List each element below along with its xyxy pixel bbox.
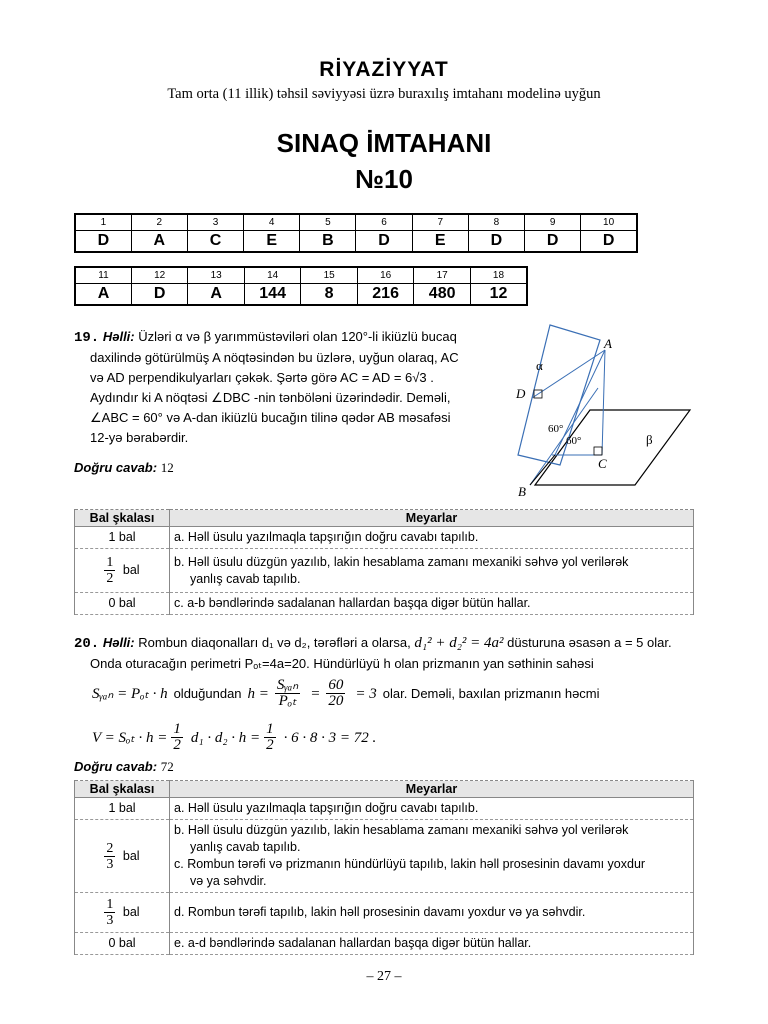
meyar-cell: a. Həll üsulu yazılmaqla tapşırığın doğru cavabı tapılıb. (170, 527, 694, 549)
subtitle: Tam orta (11 illik) təhsil səviyyəsi üzrə buraxılış imtahanı modelinə uyğun (167, 86, 601, 102)
label-angle1: 60° (548, 423, 564, 435)
frac-num: 2 (106, 840, 114, 856)
p20-text: Rombun diaqonalları d₁ və d₂, tərəfləri a olarsa, (138, 635, 411, 650)
answer-num: 2 (131, 214, 187, 230)
meyar-line: c. Rombun tərəfi və prizmanın hündürlüyü tapılıb, lakin həll prosesinin davamı yoxdur (174, 857, 646, 871)
exam-title: SINAQ İMTAHANI (276, 128, 492, 158)
frac-num: Sᵧₐₙ (276, 677, 299, 693)
formula-text: olar. Deməli, baxılan prizmanın həcmi (382, 685, 600, 701)
answer-num: 11 (75, 267, 131, 283)
answer-value: D (356, 230, 412, 252)
meyar-cell: e. a-d bəndlərində sadalanan hallardan başqa digər bütün hallar. (170, 933, 694, 955)
header-meyar: Meyarlar (170, 781, 694, 798)
bal-unit: bal (122, 848, 140, 863)
answer-table-2 (74, 266, 528, 306)
problem-number: 20. (74, 636, 100, 652)
label-A: A (604, 336, 612, 351)
solution-label: Həlli: (102, 329, 135, 344)
answer-num: 12 (131, 267, 187, 283)
answer-value: D (581, 230, 637, 252)
answer-value: 144 (244, 283, 301, 305)
p20-formula-1 (92, 678, 600, 709)
p20-formula: d₁² + d₂² = 4a² (414, 635, 504, 651)
label-angle2: 60° (566, 435, 582, 447)
p19-line6: 12-yə bərabərdir. (90, 430, 189, 445)
formula-part: · 6 · 8 · 3 = 72 . (283, 729, 377, 746)
p20-line2: Onda oturacağın perimetri Pₒₜ=4a=20. Hündürlüyü h olan prizmanın yan səthinin sahəsi (90, 656, 594, 671)
problem-19 (74, 327, 494, 448)
formula-part: Sᵧₐₙ = Pₒₜ · h (92, 685, 168, 702)
answer-num: 7 (412, 214, 468, 230)
answer-num: 10 (581, 214, 637, 230)
meyar-cell (170, 549, 694, 593)
bal-cell (75, 820, 170, 893)
meyar-line: və ya səhvdir. (190, 874, 267, 888)
label-B: B (518, 484, 526, 499)
formula-part: d₁ · d₂ · h = (190, 729, 261, 746)
bal-cell: 0 bal (75, 593, 170, 615)
frac-den: 2 (173, 737, 181, 753)
formula-part: V = Sₒₜ · h = (92, 729, 168, 746)
fraction (275, 678, 300, 709)
answer-value: D (75, 230, 131, 252)
answer-num: 3 (187, 214, 243, 230)
p19-answer (74, 458, 174, 478)
answer-value: 216 (357, 283, 414, 305)
meyar-line: yanlış cavab tapılıb. (190, 571, 301, 586)
fraction (264, 722, 276, 753)
meyar-line: b. Həll üsulu düzgün yazılıb, lakin hesablama zamanı mexaniki səhvə yol verilərək (174, 823, 629, 837)
formula-text: olduğundan (173, 685, 242, 701)
answer-value: A (131, 230, 187, 252)
answer-value: 12 (160, 460, 174, 475)
frac-num: 1 (106, 897, 114, 912)
answer-num: 15 (301, 267, 357, 283)
criteria-table-19 (74, 509, 694, 615)
p19-line3: və AD perpendikulyarları çəkək. Şərtə görə AC = AD = 6√3 . (90, 370, 434, 385)
frac-den: 2 (266, 737, 274, 753)
fraction (104, 841, 115, 872)
label-alpha: α (536, 358, 543, 373)
frac-num: 60 (328, 677, 344, 693)
header-meyar: Meyarlar (170, 510, 694, 527)
answer-value: 480 (414, 283, 471, 305)
header-bal: Bal şkalası (75, 781, 170, 798)
solution-label: Həlli: (102, 635, 135, 650)
frac-num: 1 (266, 721, 274, 737)
answer-value: C (187, 230, 243, 252)
p20-text: düsturuna əsasən a = 5 olar. (507, 635, 672, 650)
bal-cell: 0 bal (75, 933, 170, 955)
answer-table-1 (74, 213, 638, 253)
subject-title: RİYAZİYYAT (319, 58, 449, 81)
bal-unit: bal (122, 562, 140, 577)
p19-line1 (74, 327, 494, 348)
exam-number: №10 (355, 164, 413, 194)
line-AC (602, 350, 605, 455)
bal-cell (75, 893, 170, 933)
label-beta: β (646, 432, 653, 447)
bal-cell: 1 bal (75, 527, 170, 549)
fraction (171, 722, 183, 753)
answer-label: Doğru cavab: (74, 759, 158, 774)
label-D: D (516, 386, 526, 401)
formula-part: h = (247, 685, 269, 702)
problem-number: 19. (74, 330, 100, 346)
meyar-cell (170, 820, 694, 893)
answer-value: D (131, 283, 187, 305)
meyar-cell: c. a-b bəndlərində sadalanan hallardan başqa digər bütün hallar. (170, 593, 694, 615)
bal-cell: 1 bal (75, 798, 170, 820)
formula-part: = (310, 685, 321, 702)
answer-num: 16 (357, 267, 414, 283)
frac-den: 2 (106, 571, 114, 586)
answer-value: E (412, 230, 468, 252)
line-B (530, 455, 555, 485)
meyar-cell: a. Həll üsulu yazılmaqla tapşırığın doğru cavabı tapılıb. (170, 798, 694, 820)
answer-label: Doğru cavab: (74, 460, 158, 475)
frac-num: 1 (173, 721, 181, 737)
answer-num: 13 (188, 267, 244, 283)
criteria-table-20 (74, 780, 694, 955)
p20-formula-2 (92, 722, 376, 753)
bal-unit: bal (122, 904, 140, 919)
answer-num: 5 (300, 214, 356, 230)
page-number: – 27 – (366, 969, 402, 984)
answer-num: 18 (470, 267, 527, 283)
answer-value: A (75, 283, 131, 305)
answer-value: D (525, 230, 581, 252)
meyar-line: b. Həll üsulu düzgün yazılıb, lakin hesablama zamanı mexaniki səhvə yol verilərək (174, 554, 629, 569)
header-bal: Bal şkalası (75, 510, 170, 527)
p20-line1 (74, 633, 714, 654)
fraction (104, 555, 115, 586)
answer-value: B (300, 230, 356, 252)
answer-num: 4 (244, 214, 300, 230)
p19-line4: Aydındır ki A nöqtəsi ∠DBC -nin tənböləni üzərindədir. Deməli, (90, 390, 451, 405)
answer-value: 8 (301, 283, 357, 305)
bal-cell (75, 549, 170, 593)
answer-num: 17 (414, 267, 471, 283)
answer-value: 12 (470, 283, 527, 305)
answer-num: 9 (525, 214, 581, 230)
fraction (326, 678, 345, 709)
right-angle-C (594, 447, 602, 455)
answer-num: 8 (468, 214, 524, 230)
problem-20 (74, 633, 714, 674)
answer-value: E (244, 230, 300, 252)
frac-den: 3 (106, 913, 114, 928)
frac-den: 20 (328, 693, 344, 709)
dihedral-angle-figure (500, 320, 700, 505)
answer-num: 1 (75, 214, 131, 230)
frac-den: 3 (106, 856, 114, 872)
formula-part: = 3 (355, 685, 377, 702)
p20-answer (74, 757, 174, 777)
answer-num: 6 (356, 214, 412, 230)
label-C: C (598, 456, 607, 471)
answer-value: D (468, 230, 524, 252)
answer-value: 72 (160, 759, 174, 774)
frac-den: Pₒₜ (278, 693, 297, 709)
meyar-line: yanlış cavab tapılıb. (190, 840, 301, 854)
p19-text: Üzləri α və β yarımmüstəviləri olan 120°-li ikiüzlü bucaq (138, 329, 457, 344)
answer-value: A (188, 283, 244, 305)
edge-line (530, 388, 598, 485)
meyar-cell: d. Rombun tərəfi tapılıb, lakin həll prosesinin davamı yoxdur və ya səhvdir. (170, 893, 694, 933)
p19-line2: daxilində götürülmüş A nöqtəsindən bu üzlərə, uyğun olaraq, AC (90, 350, 459, 365)
frac-num: 1 (106, 555, 114, 570)
answer-num: 14 (244, 267, 301, 283)
p19-line5: ∠ABC = 60° və A-dan ikiüzlü bucağın tilinə qədər AB məsafəsi (90, 410, 451, 425)
fraction (104, 897, 115, 928)
